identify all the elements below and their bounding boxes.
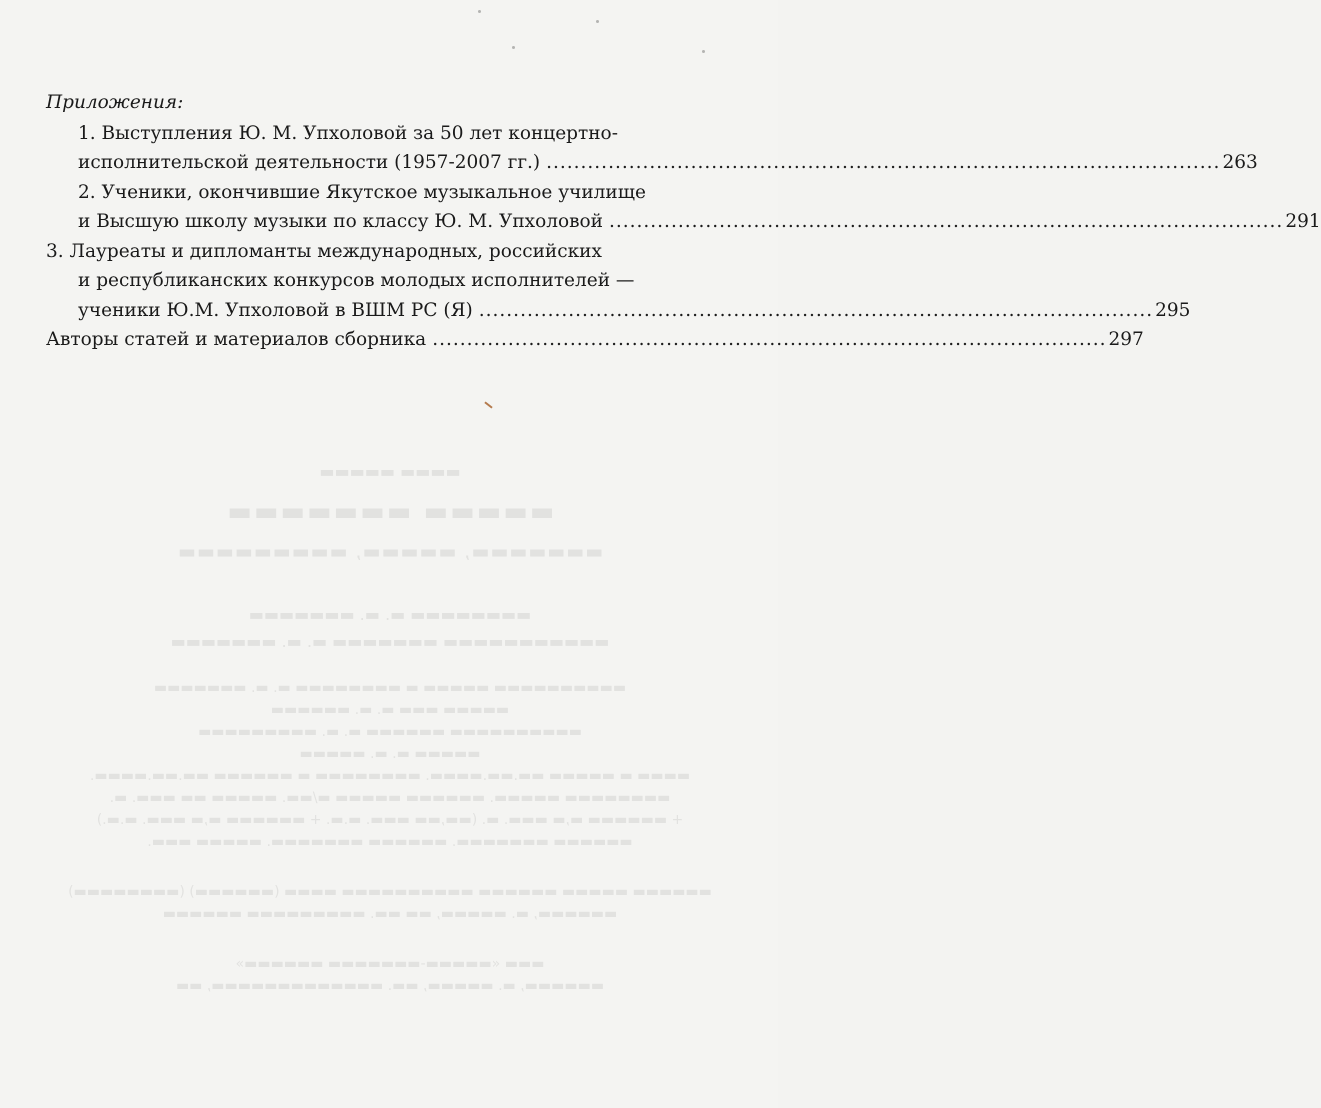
page-number: 291 bbox=[1285, 211, 1321, 232]
appendix-heading: Приложения: bbox=[46, 92, 184, 113]
page-number: 295 bbox=[1155, 299, 1191, 321]
print-speck bbox=[702, 50, 705, 53]
toc-entry-2 bbox=[46, 178, 1321, 237]
print-speck bbox=[478, 10, 481, 13]
leader-dots: .................................................................................................. bbox=[432, 329, 1107, 350]
toc-entry-text: Авторы статей и материалов сборника bbox=[46, 329, 427, 350]
toc-entry-4 bbox=[46, 325, 1144, 355]
leader-dots: .................................................................................................. bbox=[546, 152, 1221, 173]
page-number: 297 bbox=[1108, 329, 1144, 350]
toc-entry-last-line bbox=[78, 207, 1321, 237]
toc-entry-text: 2. Ученики, окончившие Якутское музыкальное училище bbox=[78, 181, 646, 203]
toc-entry-text: и республиканских конкурсов молодых исполнителей — bbox=[78, 270, 635, 291]
toc-entry-text: 1. Выступления Ю. М. Упхоловой за 50 лет концертно- bbox=[78, 122, 618, 144]
toc-entry-last-line bbox=[46, 325, 1144, 355]
leader-dots: .................................................................................................. bbox=[478, 299, 1154, 321]
table-of-contents bbox=[46, 88, 1321, 355]
print-mark bbox=[484, 401, 492, 408]
toc-entry-text: и Высшую школу музыки по классу Ю. М. Упхоловой bbox=[78, 211, 604, 232]
page-number: 263 bbox=[1222, 152, 1258, 173]
toc-entry-last-line bbox=[46, 296, 1191, 326]
print-speck bbox=[596, 20, 599, 23]
print-speck bbox=[512, 46, 515, 49]
toc-entry-text: ученики Ю.М. Упхоловой в ВШМ РС (Я) bbox=[78, 299, 473, 321]
toc-entry-text: исполнительской деятельности (1957-2007 гг.) bbox=[78, 152, 541, 173]
leader-dots: .................................................................................................. bbox=[609, 211, 1284, 232]
toc-entry-text: 3. Лауреаты и дипломанты международных, российских bbox=[46, 240, 602, 262]
toc-entry-last-line bbox=[78, 148, 1258, 178]
toc-entry-3 bbox=[46, 237, 1191, 326]
toc-entry-1 bbox=[46, 119, 1258, 178]
reverse-side-show-through: ▬▬▬▬ ▬▬▬▬▬ ▬▬▬▬▬ ▬▬▬▬▬▬▬ ▬▬▬▬▬▬▬, ▬▬▬▬▬, ▬▬▬▬▬▬▬▬▬ ▬▬▬▬▬▬▬▬ ▬. ▬. ▬▬▬▬▬▬▬ ▬▬▬▬▬▬▬▬▬▬▬ ▬▬▬▬▬▬▬ ▬. ▬. ▬▬▬▬▬▬▬ ▬▬▬▬▬▬▬▬▬▬ ▬▬▬▬▬ ▬ ▬▬▬▬▬▬▬▬ ▬. ▬. ▬▬▬▬▬▬▬ ▬▬▬▬▬ ▬▬▬ ▬. ▬. ▬▬▬▬▬▬ ▬▬▬▬▬▬▬▬▬▬ ▬▬▬▬▬▬ ▬. ▬. ▬▬▬▬▬▬▬▬▬ ▬▬▬▬▬ ▬. ▬. ▬▬▬▬▬ ▬▬▬▬ ▬ ▬▬▬▬▬ ▬▬.▬▬.▬▬▬▬. ▬▬▬▬▬▬▬▬ ▬ ▬▬▬▬▬▬ ▬▬.▬▬.▬▬▬▬. ▬▬▬▬▬▬▬▬ ▬▬▬▬▬. ▬▬▬▬▬▬ ▬▬▬▬▬ ▬/▬▬. ▬▬▬▬▬ ▬▬ ▬▬▬. ▬. + ▬▬▬▬▬▬ ▬,▬ ▬▬▬. ▬. (▬▬,▬▬ ▬▬▬. ▬.▬. + ▬▬▬▬▬▬ ▬,▬ ▬▬▬. ▬.▬.) ▬▬▬▬▬▬ ▬▬▬▬▬▬▬. ▬▬▬▬▬▬ ▬▬▬▬▬▬▬. ▬▬▬▬▬ ▬▬▬. ▬▬▬▬▬▬ ▬▬▬▬▬ ▬▬▬▬▬▬ ▬▬▬▬▬▬▬▬▬▬ ▬▬▬▬ (▬▬▬▬▬▬) (▬▬▬▬▬▬▬▬) ▬▬▬▬▬▬, ▬. ▬▬▬▬▬, ▬▬ ▬▬. ▬▬▬▬▬▬▬▬▬ ▬▬▬▬▬▬ ▬▬▬ «▬▬▬▬▬-▬▬▬▬▬▬▬ ▬▬▬▬▬▬» ▬▬▬▬▬▬, ▬. ▬▬▬▬▬, ▬▬. ▬▬▬▬▬▬▬▬▬▬▬▬▬, ▬▬ bbox=[68, 462, 712, 994]
